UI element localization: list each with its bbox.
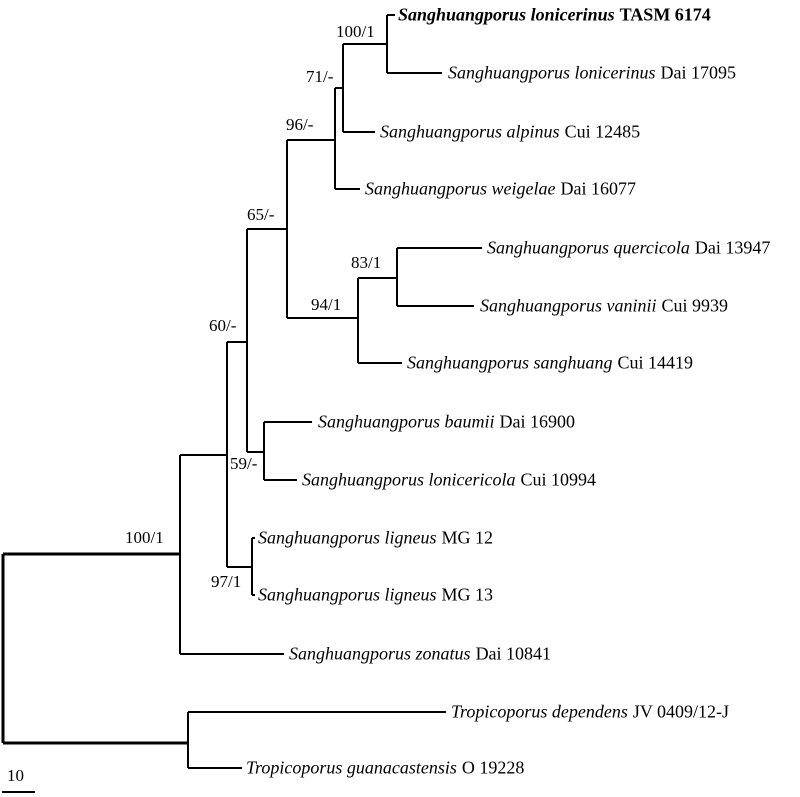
support-value: 94/1 [311, 295, 342, 314]
taxon-label [398, 5, 711, 25]
taxon-name: Sanghuangporus quercicola [487, 237, 690, 258]
voucher-code: JV 0409/12-J [632, 701, 730, 722]
taxon-name: Sanghuangporus baumii [318, 411, 495, 432]
voucher-code: MG 13 [441, 584, 494, 605]
voucher-code: Dai 17095 [660, 62, 737, 83]
taxon-label [480, 296, 728, 316]
voucher-code: Dai 16900 [499, 411, 576, 432]
support-value: 59/- [230, 454, 258, 473]
support-value: 96/- [286, 115, 314, 134]
voucher-code: TASM 6174 [619, 4, 711, 25]
voucher-code: Dai 13947 [694, 237, 771, 258]
taxon-name: Tropicoporus dependens [451, 701, 628, 722]
support-value: 60/- [209, 316, 237, 335]
taxon-label [448, 63, 736, 83]
scale-bar-label: 10 [7, 766, 24, 785]
voucher-code: Cui 14419 [617, 352, 694, 373]
taxon-name: Sanghuangporus weigelae [365, 178, 556, 199]
voucher-code: Dai 16077 [560, 178, 637, 199]
taxon-label [380, 122, 640, 142]
taxon-name: Sanghuangporus ligneus [258, 527, 437, 548]
voucher-code: MG 12 [441, 527, 494, 548]
taxon-label [365, 179, 636, 199]
taxon-name: Sanghuangporus sanghuang [407, 352, 613, 373]
taxon-label [258, 585, 493, 605]
support-value: 97/1 [211, 572, 242, 591]
support-value: 83/1 [351, 253, 382, 272]
voucher-code: O 19228 [461, 757, 525, 778]
taxon-name: Sanghuangporus lonicericola [302, 469, 516, 490]
taxon-label [451, 702, 729, 722]
voucher-code: Dai 10841 [475, 643, 552, 664]
voucher-code: Cui 9939 [661, 295, 729, 316]
taxon-name: Tropicoporus guanacastensis [246, 757, 457, 778]
taxon-label [302, 470, 596, 490]
taxon-name: Sanghuangporus ligneus [258, 584, 437, 605]
support-value: 100/1 [125, 528, 164, 547]
voucher-code: Cui 12485 [564, 121, 641, 142]
taxon-name: Sanghuangporus alpinus [380, 121, 560, 142]
support-value: 100/1 [336, 22, 375, 41]
support-value: 65/- [247, 205, 275, 224]
taxon-label [487, 238, 770, 258]
taxon-label [318, 412, 575, 432]
taxon-name: Sanghuangporus lonicerinus [398, 4, 615, 25]
taxon-label [258, 528, 493, 548]
taxon-name: Sanghuangporus lonicerinus [448, 62, 656, 83]
voucher-code: Cui 10994 [520, 469, 597, 490]
taxon-label [407, 353, 693, 373]
taxon-name: Sanghuangporus vaninii [480, 295, 657, 316]
taxon-label [289, 644, 551, 664]
taxon-label [246, 758, 524, 778]
taxon-name: Sanghuangporus zonatus [289, 643, 471, 664]
support-value: 71/- [306, 67, 334, 86]
